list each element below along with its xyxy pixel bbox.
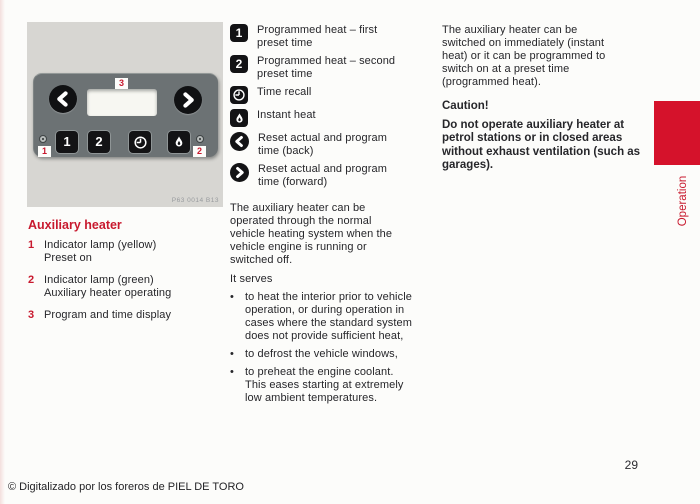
bullet-marker: • [230,348,234,360]
caution-body: Do not operate auxiliary heater at petrol stations or in closed areas without exhaust ventilation (such as garages). [442,119,641,172]
serves-intro: It serves [230,273,273,285]
flame-icon [172,135,186,149]
legend-line: Indicator lamp (green) [44,274,154,286]
figure-legend [28,218,224,331]
bullet-item [230,366,426,405]
legend-line: Preset on [44,252,92,264]
legend-text-2 [44,274,171,300]
scan-edge-artifact [0,0,5,504]
control-row-instant-heat [230,109,426,127]
indicator-lamp-yellow [39,135,47,143]
bullet-text: to heat the interior prior to vehicle operation, or during operation in cases where the standard system does not provide sufficient heat, [245,291,412,342]
right-paragraph: The auxiliary heater can be switched on immediately (instant heat) or it can be programmed to switch on at a preset time (programmed heat). [442,24,606,88]
indicator-lamp-green [196,135,204,143]
legend-text-3 [44,309,171,322]
legend-title: Auxiliary heater [28,218,122,232]
scan-credit: © Digitalizado por los foreros de PIEL DE TORO [8,481,244,493]
bullet-item [230,291,426,343]
caution-title: Caution! [442,100,489,112]
chapter-tab [654,101,700,165]
figure-caption-code: P63 0014 B13 [171,197,219,204]
panel-instant-heat-key [168,131,190,153]
control-label: Reset actual and program time (forward) [258,163,387,188]
bullet-item [230,348,426,361]
control-panel-photo [27,22,223,207]
key-1-icon: 1 [230,24,248,42]
callout-3: 3 [115,78,128,89]
flame-icon [230,109,248,127]
panel-forward-button [174,86,202,114]
serves-bullet-list [230,291,426,405]
bullet-text: to defrost the vehicle windows, [245,348,398,360]
key-2-icon: 2 [230,55,248,73]
chevron-left-icon [54,90,72,108]
legend-line: Indicator lamp (yellow) [44,239,157,251]
control-label: Instant heat [257,109,316,121]
legend-item-2 [28,274,224,300]
legend-text-1 [44,239,156,265]
legend-num-2: 2 [28,274,35,286]
legend-line: Program and time display [44,309,172,321]
control-label: Programmed heat – first preset time [257,24,378,49]
control-label: Programmed heat – second preset time [257,55,396,80]
middle-paragraph: The auxiliary heater can be operated through the normal vehicle heating system when the vehicle engine is running or switched off. [230,202,393,266]
clock-icon [230,86,248,104]
panel-time-recall-key [129,131,151,153]
legend-item-1 [28,239,224,265]
heater-control-panel [33,73,218,157]
control-row-reset-back [230,132,426,158]
chevron-left-icon [230,132,249,151]
chapter-tab-label: Operation [677,175,689,227]
chevron-right-icon [230,163,249,182]
page-number: 29 [624,458,638,472]
bullet-text: to preheat the engine coolant. This eases starting at extremely low ambient temperatures. [245,366,404,404]
program-time-display [87,89,157,116]
panel-back-button [49,85,77,113]
controls-column [230,24,426,410]
control-row-key2 [230,55,426,81]
control-row-reset-forward [230,163,426,189]
control-label: Time recall [257,86,312,98]
legend-line: Auxiliary heater operating [44,287,172,299]
callout-2: 2 [193,146,206,157]
chevron-right-icon [179,91,197,109]
panel-key-2: 2 [88,131,110,153]
legend-item-3 [28,309,224,322]
control-row-time-recall [230,86,426,104]
control-label: Reset actual and program time (back) [258,132,387,157]
callout-1: 1 [38,146,51,157]
legend-num-1: 1 [28,239,35,251]
clock-icon [133,135,148,150]
panel-key-1: 1 [56,131,78,153]
bullet-marker: • [230,291,234,303]
control-row-key1 [230,24,426,50]
legend-num-3: 3 [28,309,35,321]
right-column [442,24,644,173]
bullet-marker: • [230,366,234,378]
